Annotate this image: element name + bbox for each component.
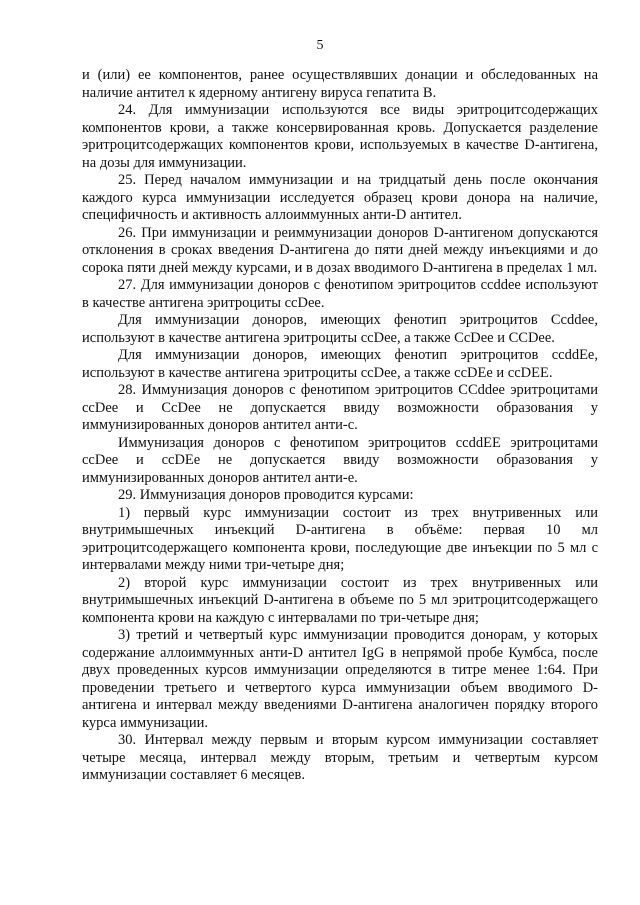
paragraph-item-27-ccddEe-donors: Для иммунизации доноров, имеющих фенотип эритроцитов ccddEe, используют в качестве антигена эритроциты ccDee, а также ccDEe и ccDEE. — [82, 347, 598, 381]
paragraph-item-30: 30. Интервал между первым и вторым курсом иммунизации составляет четыре месяца, интервал между вторым, третьим и четвертым курсом иммунизации составляет 6 месяцев. — [82, 732, 598, 783]
page-number: 5 — [316, 38, 324, 53]
paragraph-item-28: 28. Иммунизация доноров с фенотипом эритроцитов CCddee эритроцитами ccDee и CcDee не допускается ввиду возможности образования у иммунизированных доноров антител анти-с. — [82, 382, 598, 433]
paragraph-item-29-course-2: 2) второй курс иммунизации состоит из трех внутривенных или внутримышечных инъекций D-антигена в объеме по 5 мл эритроцитсодержащего компонента крови на каждую с интервалами по три-четыре дня; — [82, 574, 598, 626]
paragraph-item-24: 24. Для иммунизации используются все виды эритроцитсодержащих компонентов крови, а также консервированная кровь. Допускается разделение эритроцитсодержащих компонентов крови, используемых в качестве D-антигена, на дозы для иммунизации. — [82, 102, 598, 171]
paragraph-continuation: и (или) ее компонентов, ранее осуществлявших донации и обследованных на наличие антител к ядерному антигену вируса гепатита B. — [82, 67, 598, 101]
paragraph-item-27: 27. Для иммунизации доноров с фенотипом эритроцитов ccddee используют в качестве антигена эритроциты ccDee. — [82, 277, 598, 311]
paragraph-item-26: 26. При иммунизации и реиммунизации доноров D-антигеном допускаются отклонения в сроках введения D-антигена до пяти дней между инъекциями и до сорока пяти дней между курсами, и в дозах вводимого D-антигена в пределах 1 мл. — [82, 224, 598, 276]
paragraph-item-29-course-3-4: 3) третий и четвертый курс иммунизации проводится донорам, у которых содержание аллоиммунных анти-D антител IgG в непрямой пробе Кумбса, после двух проведенных курсов иммунизации определяются в титре менее 1:64. При проведении третьего и четвертого курса иммунизации объем вводимого D-антигена и интервал между введениями D-антигена аналогичен порядку второго курса иммунизации. — [82, 627, 598, 731]
paragraph-item-28-ccddEE-donors: Иммунизация доноров с фенотипом эритроцитов ccddEE эритроцитами ccDee и ccDEe не допускается ввиду возможности образования у иммунизированных доноров антител анти-е. — [82, 434, 598, 486]
paragraph-item-29-course-1: 1) первый курс иммунизации состоит из трех внутривенных или внутримышечных инъекций D-антигена в объёме: первая 10 мл эритроцитсодержащего компонента крови, последующие две инъекции по 5 мл с интервалами между ними три-четыре дня; — [82, 504, 598, 573]
paragraph-item-25: 25. Перед началом иммунизации и на тридцатый день после окончания каждого курса иммунизации исследуется образец крови донора на наличие, специфичность и активность аллоиммунных анти-D антител. — [82, 172, 598, 223]
paragraph-item-27-ccddee-donors: Для иммунизации доноров, имеющих фенотип эритроцитов Ccddee, используют в качестве антигена эритроциты ccDee, а также CcDee и CCDee. — [82, 312, 598, 346]
document-body — [82, 67, 598, 785]
paragraph-item-29: 29. Иммунизация доноров проводится курсами: — [118, 487, 414, 503]
